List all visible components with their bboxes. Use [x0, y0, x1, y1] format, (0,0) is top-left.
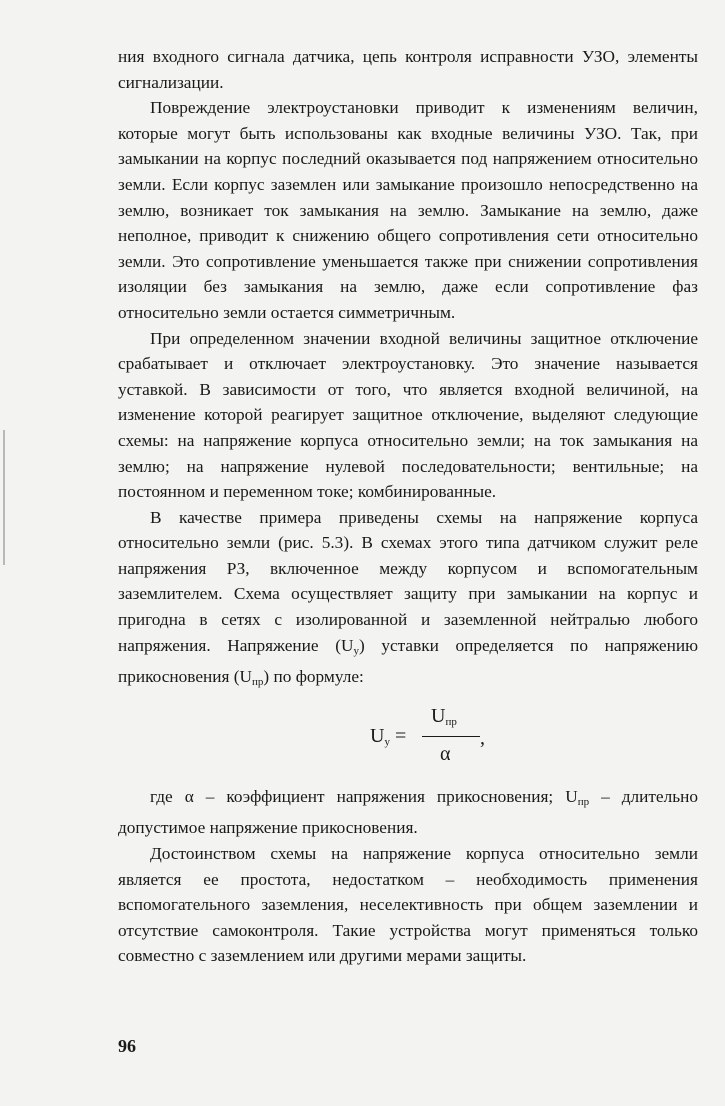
- paragraph-4-text-a: В качестве примера приведены схемы на напряжение корпуса относительно земли (рис. 5.3). В схемах этого типа датчиком служит реле напряжения РЗ, включенное между корпусом и вспомогательным заземлителем. Схема осуществляет защиту при замыкании на корпус и пригодна в сетях с изолированной и заземленной нейтралью любого напряжения. Напряжение (U: [118, 507, 698, 655]
- paragraph-1: ния входного сигнала датчика, цепь контроля исправности УЗО, элементы сигнализации.: [118, 47, 698, 92]
- paragraph-3: При определенном значении входной величины защитное отключение срабатывает и отключает электроустановку. Это значение называется уставкой. В зависимости от того, что является входной величиной, на изменение которой реагирует защитное отключение, выделяют следующие схемы: на напряжение корпуса относительно земли; на ток замыкания на землю; на напряжение нулевой последовательности; вентильные; на постоянном и переменном токе; комбинированные.: [118, 328, 698, 502]
- paragraph-4-text-b: ) уставки определяется по напряжению прикосновения (U: [118, 635, 698, 687]
- formula-lhs-subscript: у: [384, 735, 390, 748]
- subscript-pr: пр: [252, 676, 264, 689]
- paragraph-4: [118, 505, 698, 696]
- explanation-text-b: – длительно допустимое напряжение прикосновения.: [118, 786, 698, 838]
- paragraph-2: Повреждение электроустановки приводит к изменениям величин, которые могут быть использованы как входные величины УЗО. Так, при замыкании на корпус последний оказывается под напряжением относительно земли. Если корпус заземлен или замыкание произошло непосредственно на землю, возникает ток замыкания на землю. Замыкание на землю, даже неполное, приводит к снижению общего сопротивления сети относительно земли. Это сопротивление уменьшается также при снижении сопротивления изоляции без замыкания на землю, даже если сопротивление фаз относительно земли остается симметричным.: [118, 98, 698, 322]
- explanation-subscript: пр: [577, 795, 590, 808]
- explanation-text-a: где α – коэффициент напряжения прикосновения; U: [150, 786, 578, 806]
- formula-num-subscript: пр: [445, 715, 457, 728]
- formula-numerator: [431, 704, 457, 736]
- formula-num-symbol: U: [431, 704, 446, 727]
- page-body: [118, 44, 698, 969]
- formula-comma: ,: [480, 726, 485, 749]
- formula-equals: =: [389, 724, 407, 747]
- formula-lhs: [370, 724, 406, 756]
- subscript-y: у: [353, 644, 359, 657]
- formula-block: [118, 704, 698, 780]
- scan-artifact-line: [3, 430, 5, 565]
- paragraph-4-text-c: ) по формуле:: [263, 667, 364, 687]
- page-number: 96: [118, 1036, 136, 1056]
- fraction-bar: [422, 736, 480, 737]
- paragraph-last: Достоинством схемы на напряжение корпуса относительно земли является ее простота, недостатком – необходимость применения вспомогательного заземления, неселективность при общем заземлении и отсутствие самоконтроля. Такие устройства могут применяться только совместно с заземлением или другими мерами защиты.: [118, 844, 698, 966]
- formula-explanation: [118, 784, 698, 841]
- formula-denominator: α: [440, 742, 451, 765]
- formula-lhs-symbol: U: [370, 724, 385, 747]
